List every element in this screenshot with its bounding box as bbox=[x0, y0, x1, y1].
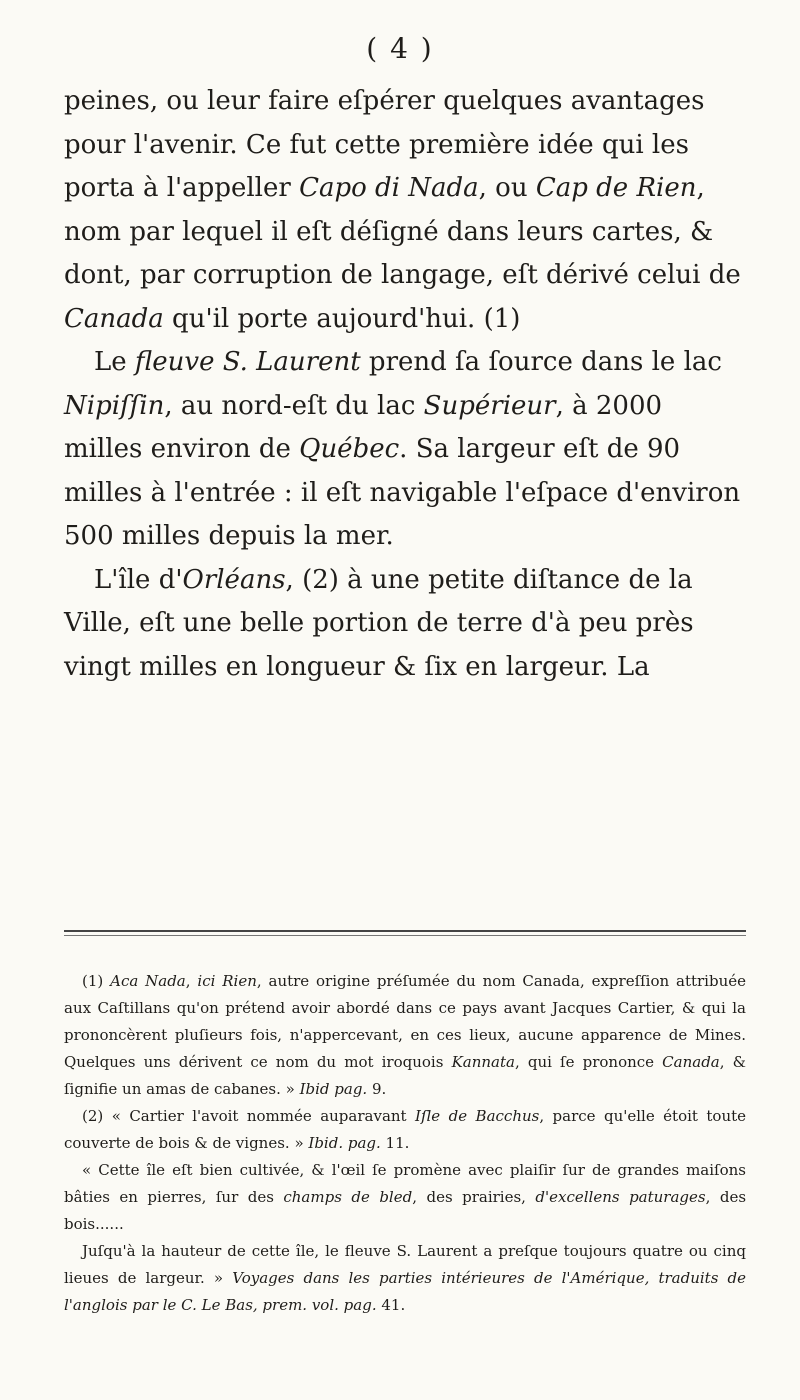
footnote-quote-1 bbox=[64, 1157, 746, 1238]
fn1-aca-nada: Aca Nada bbox=[110, 972, 186, 990]
fn2-ibid: Ibid. pag. bbox=[308, 1134, 381, 1152]
fn3-paturages: d'excellens paturages bbox=[535, 1188, 706, 1206]
main-text bbox=[64, 80, 746, 689]
fn1-k: 9. bbox=[367, 1080, 387, 1098]
fn3-e: , des bois...... bbox=[64, 1188, 747, 1233]
fn1-c: , bbox=[185, 972, 198, 990]
p2-superieur: Supérieur bbox=[423, 390, 556, 421]
fn2-isle-bacchus: Iſle de Bacchus bbox=[415, 1107, 540, 1125]
p2-text-i: . Sa largeur eſt de 90 milles à l'entrée : il eſt navigable l'eſpace d'environ 500 milles depuis la mer. bbox=[64, 434, 741, 551]
fn2-c: , parce qu'elle étoit toute couverte de bois & de vignes. » bbox=[64, 1107, 747, 1152]
page-number: ( 4 ) bbox=[366, 32, 434, 65]
fn1-canada: Canada bbox=[662, 1053, 720, 1071]
p1-text-g: qu'il porte aujourd'hui. (1) bbox=[163, 303, 521, 334]
footnotes bbox=[64, 968, 746, 1319]
fn1-ibid: Ibid pag. bbox=[299, 1080, 368, 1098]
footnote-divider bbox=[64, 930, 746, 932]
p2-nipissin: Nipiſſin bbox=[64, 390, 165, 421]
footnote-quote-2 bbox=[64, 1238, 746, 1319]
paragraph-1 bbox=[64, 80, 746, 341]
fn4-a: Juſqu'à la hauteur de cette île, le fleuve S. Laurent a preſque toujours quatre ou cinq lieues de largeur. » bbox=[64, 1242, 746, 1287]
fn2-e: 11. bbox=[380, 1134, 410, 1152]
p1-capo-di-nada: Capo di Nada bbox=[299, 173, 479, 203]
footnote-divider-thin bbox=[64, 935, 746, 936]
p3-text-c: , (2) à une petite diſtance de la Ville, eſt une belle portion de terre d'à peu près vingt milles en longueur & ſix en largeur. La bbox=[64, 564, 694, 682]
p1-text-a: peines, ou leur faire eſpérer quelques avantages pour l'avenir. Ce fut cette première idée qui les porta à l'appeller bbox=[64, 86, 705, 203]
fn4-c: 41. bbox=[376, 1296, 406, 1314]
p2-text-g: , à 2000 milles environ de bbox=[64, 390, 663, 464]
fn3-a: « Cette île eſt bien cultivée, & l'œil ſe promène avec plaiſir ſur de grandes maiſons bâties en pierres, ſur des bbox=[64, 1161, 746, 1206]
footnote-1 bbox=[64, 968, 746, 1103]
fn1-i: , & ſignifie un amas de cabanes. » bbox=[64, 1053, 747, 1098]
fn3-c: , des prairies, bbox=[412, 1188, 536, 1206]
p1-text-c: , ou bbox=[478, 173, 536, 203]
p2-quebec: Québec bbox=[299, 434, 400, 464]
fn2-a: (2) « Cartier l'avoit nommée auparavant bbox=[82, 1107, 416, 1125]
p3-orleans: Orléans bbox=[182, 564, 286, 595]
fn1-g: , qui ſe prononce bbox=[514, 1053, 663, 1071]
fn3-champs: champs de bled bbox=[283, 1188, 413, 1206]
p3-text-a: L'île d' bbox=[94, 564, 183, 595]
fn1-e: , autre origine préſumée du nom Canada, expreſſion attribuée aux Caſtillans qu'on prétend avoir abordé dans ce pays avant Jacques Cartier, & qui la prononcèrent pluſieurs fois, n'appercevant, en ces lieux, aucune apparence de Mines. Quelques uns dérivent ce nom du mot iroquois bbox=[64, 972, 746, 1071]
footnote-2 bbox=[64, 1103, 746, 1157]
fn1-ici-rien: ici Rien bbox=[197, 972, 257, 990]
p1-cap-de-rien: Cap de Rien bbox=[535, 173, 697, 203]
fn1-kannata: Kannata bbox=[451, 1053, 515, 1071]
p2-fleuve: fleuve S. Laurent bbox=[134, 347, 361, 377]
p2-text-c: prend ſa ſource dans le lac bbox=[360, 347, 722, 377]
p2-text-e: , au nord-eſt du lac bbox=[164, 390, 424, 421]
p1-text-e: , nom par lequel il eſt déſigné dans leurs cartes, & dont, par corruption de langage, eſt dérivé celui de bbox=[64, 173, 741, 290]
paragraph-3 bbox=[64, 559, 746, 690]
fn1-a: (1) bbox=[82, 972, 111, 990]
p2-text-a: Le bbox=[94, 347, 135, 377]
p1-canada: Canada bbox=[64, 303, 164, 334]
fn4-voyages: Voyages dans les parties intérieures de l'Amérique, traduits de l'anglois par le C. Le Bas, prem. vol. pag. bbox=[64, 1269, 747, 1314]
paragraph-2 bbox=[64, 341, 746, 559]
